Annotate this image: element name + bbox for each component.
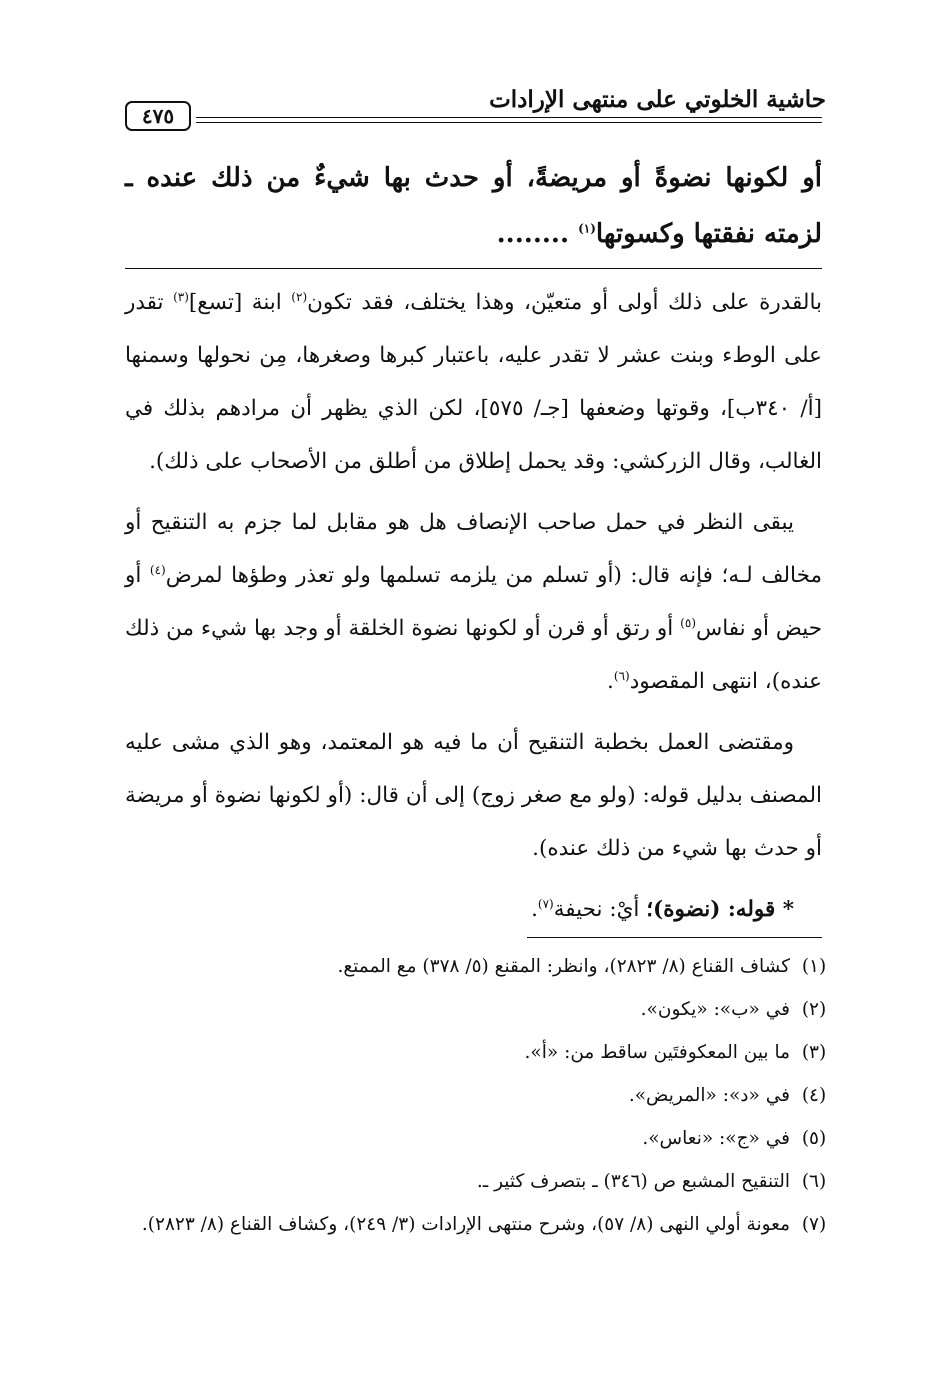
footnote-ref: (٥) — [680, 615, 696, 630]
commentary — [125, 276, 822, 944]
footnote-ref: (٦) — [613, 668, 630, 683]
paragraph-text: يبقى النظر في حمل صاحب الإنصاف هل هو مقابل لما جزم به التنقيح أو مخالف لـه؛ فإنه قال: (أو تسلم من يلزمه تسلمها ولو تعذر وطؤها لمرض — [125, 510, 822, 588]
paragraph-text: ابنة [تسع] — [188, 290, 292, 315]
footnote-text: كشاف القناع (٨/ ٢٨٢٣)، وانظر: المقنع (٥/ ٣٧٨) مع الممتع. — [337, 956, 790, 977]
footnote-number: (٥) — [801, 1128, 827, 1149]
footnote-text: في «د»: «المريض». — [628, 1085, 790, 1106]
commentary-paragraph — [125, 883, 822, 936]
footnote-ref: (٣) — [173, 289, 189, 304]
running-title: حاشية الخلوتي على منتهى الإرادات — [489, 86, 826, 113]
paragraph-text: . — [531, 897, 538, 922]
commentary-paragraph — [125, 276, 822, 488]
commentary-paragraph — [125, 496, 822, 708]
footnote-ref: (٢) — [291, 289, 308, 304]
footnote — [125, 1208, 838, 1241]
footnote — [125, 1165, 838, 1198]
footnote-number: (٦) — [801, 1171, 827, 1192]
footnote-number: (٢) — [801, 999, 827, 1020]
paragraph-text: أو رتق أو قرن أو لكونها نضوة الخلقة أو وجد بها شيء من ذلك عنده)، انتهى المقصود — [125, 616, 822, 694]
paragraph-text: أيْ: نحيفة — [553, 897, 647, 922]
paragraph-text: أو حيض أو نفاس — [125, 563, 822, 641]
matn-body: أو لكونها نضوةً أو مريضةً، أو حدث بها شيءٌ من ذلك عنده ـ لزمته نفقتها وكسوتها — [125, 163, 822, 249]
footnote-text: التنقيح المشبع ص (٣٤٦) ـ بتصرف كثير ـ. — [476, 1171, 790, 1192]
paragraph-text: . — [607, 669, 614, 694]
matn-text — [125, 150, 822, 262]
footnote-text: في «ج»: «نعاس». — [642, 1128, 790, 1149]
footnote-number: (٤) — [801, 1085, 827, 1106]
footnote-text: في «ب»: «يكون». — [640, 999, 790, 1020]
footnote — [125, 1122, 838, 1155]
matn-divider — [125, 268, 822, 269]
matn-dots: ........ — [496, 219, 570, 249]
footnote-ref: (١) — [578, 221, 596, 236]
header-rule — [196, 117, 822, 118]
footnote-ref: (٤) — [149, 562, 166, 577]
footnote-text: معونة أولي النهى (٨/ ٥٧)، وشرح منتهى الإرادات (٣/ ٢٤٩)، وكشاف القناع (٨/ ٢٨٢٣). — [141, 1214, 790, 1235]
footnote-text: ما بين المعكوفتَين ساقط من: «أ». — [524, 1042, 790, 1063]
header-rule — [196, 122, 822, 123]
commentary-paragraph — [125, 716, 822, 875]
page-number: ٤٧٥ — [125, 101, 191, 131]
footnote — [125, 1036, 838, 1069]
paragraph-text: تقدر على الوطء وبنت عشر لا تقدر عليه، باعتبار كبرها وصغرها، مِن نحولها وسمنها [أ/ ٣٤٠ب]، وقوتها وضعفها [جـ/ ٥٧٥]، لكن الذي يظهر أن مرادهم بذلك في الغالب، وقال الزركشي: وقد يحمل إطلاق من أطلق من الأصحاب على ذلك). — [125, 290, 822, 474]
footnote — [125, 993, 838, 1026]
footnote-number: (٧) — [801, 1214, 827, 1235]
footnote-number: (٣) — [801, 1042, 827, 1063]
footnote — [125, 1079, 838, 1112]
paragraph-text: ومقتضى العمل بخطبة التنقيح أن ما فيه هو المعتمد، وهو الذي مشى عليه المصنف بدليل قوله: (ولو مع صغر زوج) إلى أن قال: (أو لكونها نضوة أو مريضة أو حدث بها شيء من ذلك عنده). — [125, 730, 822, 861]
footnote — [125, 950, 838, 983]
footnote-ref: (٧) — [537, 896, 554, 911]
lemma: * قوله: (نضوة)؛ — [646, 897, 794, 922]
footnotes — [125, 950, 838, 1251]
paragraph-text: بالقدرة على ذلك أولى أو متعيّن، وهذا يختلف، فقد تكون — [307, 290, 823, 315]
footnote-number: (١) — [801, 956, 827, 977]
footnote-divider — [527, 937, 822, 938]
